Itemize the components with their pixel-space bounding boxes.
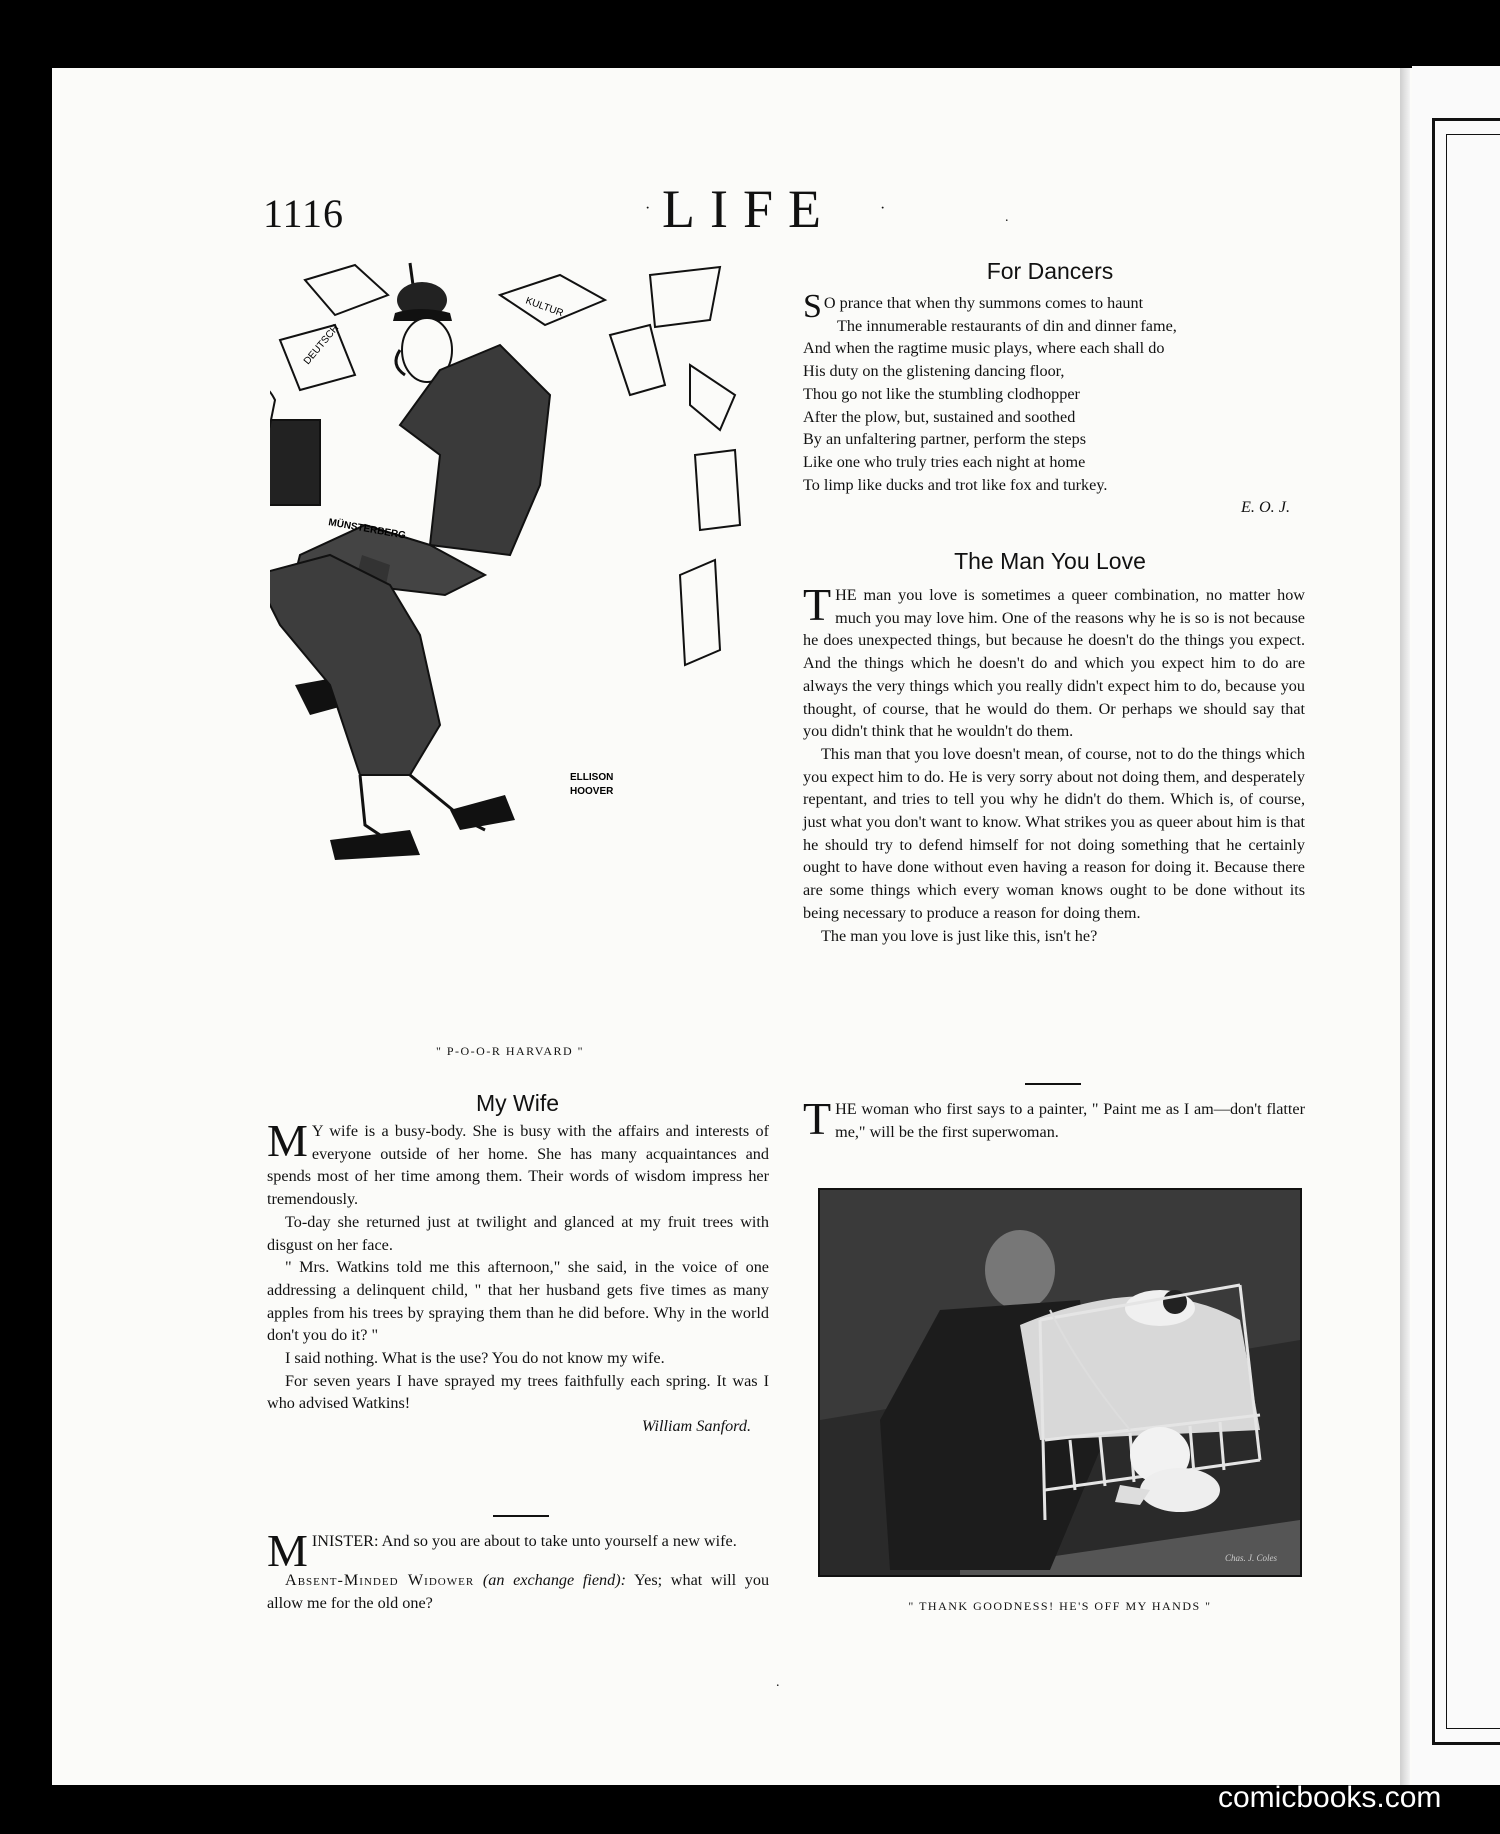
masthead-dot-left: · (645, 200, 651, 217)
flying-paper (695, 450, 740, 530)
paragraph: I said nothing. What is the use? You do not know my wife. (285, 1349, 665, 1368)
bed-illustration (818, 1188, 1302, 1577)
poem-line: Like one who truly tries each night at home (803, 452, 1086, 471)
poem-line: Thou go not like the stumbling clodhopper (803, 384, 1080, 403)
poem-line-text: O prance that when thy summons comes to haunt (823, 294, 1144, 312)
cartoon-label: DEUTSCH (301, 322, 342, 367)
artist-signature: ELLISON (570, 772, 614, 783)
poem-line: His duty on the glistening dancing floor, (803, 362, 1065, 381)
page-gutter (1400, 68, 1410, 1785)
poem-line: The innumerable restaurants of din and dinner fame, (837, 316, 1177, 335)
facing-page (1412, 66, 1500, 1785)
my-wife-body (267, 1115, 769, 1438)
minister-joke (267, 1525, 770, 1614)
flying-paper (650, 267, 720, 327)
aside-text: (an exchange fiend): (482, 1571, 627, 1589)
flying-paper (610, 325, 665, 395)
for-dancers-title: For Dancers (986, 258, 1114, 284)
photo-caption: " THANK GOODNESS! HE'S OFF MY HANDS " (908, 1599, 1212, 1613)
facing-page-frame-inner (1446, 134, 1500, 1729)
cartoon-label: MÜNSTERBERG (327, 517, 407, 542)
paragraph-text: Y wife is a busy-body. She is busy with the affairs and interests of everyone outside of her home. She has many acquaintances and spends most of her time among them. Their words of wisdom impress her tremendously. (267, 1122, 769, 1209)
paragraph: For seven years I have sprayed my trees faithfully each spring. It was I who advised Watkins! (267, 1371, 769, 1413)
cartoon-caption: " P-O-O-R HARVARD " (435, 1044, 585, 1058)
masthead-dot-right: · (880, 200, 886, 217)
section-rule (1025, 1083, 1081, 1085)
harvard-cartoon (270, 255, 750, 1040)
flying-paper (305, 265, 388, 315)
paragraph-text: HE man you love is sometimes a queer combination, no matter how much you may love him. One of the reasons why he is so is not because he does unexpected things, but because he doesn't do the things you expect. And the things which he doesn't do and which you expect him to do are always the very things which you really didn't expect him to do, because you thought, of course, that he would do them. Or perhaps we should say that you didn't think that he wouldn't do them. (803, 586, 1305, 741)
paragraph: The man you love is just like this, isn't he? (821, 926, 1098, 945)
painter-joke (803, 1093, 1305, 1144)
print-speck: . (776, 1675, 780, 1690)
photo-signature: Chas. J. Coles (1225, 1553, 1278, 1563)
paragraph (803, 1093, 1305, 1144)
flying-paper (680, 560, 720, 665)
paragraph (267, 1525, 769, 1576)
artist-signature: HOOVER (570, 786, 614, 797)
drop-cap: T (803, 1093, 832, 1144)
paragraph-text: Yes; what will you allow me for the old one? (267, 1571, 770, 1612)
my-wife-title: My Wife (475, 1090, 560, 1116)
cartoon-label: KULTUR (523, 295, 565, 320)
paragraph-text: HE woman who first says to a painter, " Paint me as I am—don't flatter me," will be the first superwoman. (835, 1100, 1305, 1141)
speaker-label: INISTER: (311, 1532, 379, 1550)
poem-line (803, 288, 1308, 325)
paragraph (267, 1115, 769, 1211)
poem-line: After the plow, but, sustained and soothed (803, 407, 1076, 426)
for-dancers-poem (803, 288, 1308, 519)
kultur-paper (500, 275, 605, 325)
poem-line: By an unfaltering partner, perform the steps (803, 430, 1086, 449)
paragraph-text: And so you are about to take unto yourself a new wife. (381, 1532, 737, 1550)
paragraph (803, 579, 1305, 743)
drop-cap: T (803, 579, 832, 630)
speaker-label: Absent-Minded Widower (285, 1571, 475, 1589)
paragraph: This man that you love doesn't mean, of course, not to do the things which you expect him to do. He is very sorry about not doing them, and desperately repentant, and tries to tell you why he didn't do them. Which is, of course, just what you don't want to know. What strikes you as queer about him is that he should try to defend himself for not doing something that he certainly ought to have done without even having a reason for doing it. Because there are some things which every woman knows ought to be done without its being necessary to produce a reason for doing them. (803, 744, 1305, 922)
drop-cap: M (267, 1115, 308, 1166)
paragraph: To-day she returned just at twilight and glanced at my fruit trees with disgust on her face. (267, 1212, 769, 1254)
poem-line: To limp like ducks and trot like fox and turkey. (803, 475, 1108, 494)
santa-head (985, 1230, 1055, 1310)
page-number: 1116 (263, 191, 345, 236)
flying-paper (690, 365, 735, 430)
typewriter-illustration (270, 420, 320, 505)
drop-cap: M (267, 1525, 308, 1576)
bed-scene-drawing (820, 1190, 1300, 1575)
poem-line: And when the ragtime music plays, where each shall do (803, 339, 1165, 358)
paragraph: " Mrs. Watkins told me this afternoon," she said, in the voice of one addressing a delinquent child, " that her husband gets five times as many apples from his trees by spraying them than he did before. Why in the world don't you do it? " (267, 1258, 769, 1345)
paragraph (267, 1569, 769, 1614)
man-you-love-title: The Man You Love (954, 548, 1146, 574)
drop-cap: S (803, 288, 822, 325)
section-rule (493, 1515, 549, 1517)
article-signature: William Sanford. (641, 1417, 751, 1436)
watermark: comicbooks.com (1218, 1781, 1442, 1814)
masthead: LIFE (662, 179, 836, 239)
print-speck: . (1005, 210, 1009, 225)
man-you-love-body (803, 579, 1305, 947)
poem-signature: E. O. J. (1241, 498, 1290, 517)
